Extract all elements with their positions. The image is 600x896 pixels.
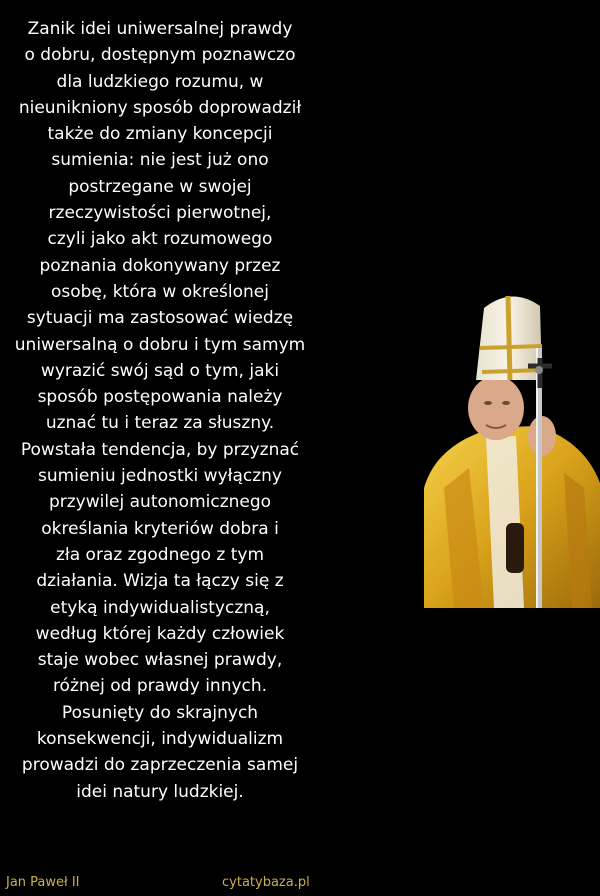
quote-line: przywilej autonomicznego: [48, 492, 272, 513]
quote-line: postrzegane w swojej: [68, 176, 252, 197]
site-name: cytatybaza.pl: [222, 875, 310, 890]
quote-line: określania kryteriów dobra i: [41, 518, 279, 539]
quote-line: etyką indywidualistyczną,: [50, 597, 270, 618]
quote-line: także do zmiany koncepcji: [47, 124, 273, 145]
quote-line: zła oraz zgodnego z tym: [55, 544, 265, 565]
quote-line: według której każdy człowiek: [35, 623, 285, 644]
quote-line: uznać tu i teraz za słuszny.: [45, 413, 275, 434]
quote-line: wyrazić swój sąd o tym, jaki: [40, 360, 280, 381]
quote-line: sytuacji ma zastosować wiedzę: [26, 308, 294, 329]
quote-line: Powstała tendencja, by przyznać: [20, 439, 300, 460]
quote-line: sumieniu jednostki wyłączny: [37, 466, 282, 487]
quote-line: rzeczywistości pierwotnej,: [48, 203, 272, 224]
quote-line: staje wobec własnej prawdy,: [37, 650, 283, 671]
quote-text: [0, 16, 320, 805]
quote-line: idei natury ludzkiej.: [76, 781, 244, 802]
quote-line: konsekwencji, indywidualizm: [36, 729, 284, 750]
quote-line: sumienia: nie jest już ono: [51, 150, 269, 171]
author-name: Jan Paweł II: [6, 875, 80, 890]
quote-line: nieunikniony sposób doprowadził: [18, 97, 302, 118]
quote-line: prowadzi do zaprzeczenia samej: [21, 755, 299, 776]
quote-line: sposób postępowania należy: [37, 387, 283, 408]
quote-line: czyli jako akt rozumowego: [47, 229, 273, 250]
quote-line: poznania dokonywany przez: [39, 255, 281, 276]
quote-line: dla ludzkiego rozumu, w: [56, 71, 264, 92]
quote-line: osobę, która w określonej: [50, 281, 269, 302]
quote-line: działania. Wizja ta łączy się z: [36, 571, 284, 592]
quote-line: Posunięty do skrajnych: [61, 702, 259, 723]
pope-portrait-icon: [424, 288, 600, 608]
quote-line: różnej od prawdy innych.: [52, 676, 268, 697]
quote-line: uniwersalną o dobru i tym samym: [14, 334, 306, 355]
quote-line: o dobru, dostępnym poznawczo: [24, 45, 296, 66]
quote-line: Zanik idei uniwersalnej prawdy: [27, 19, 293, 39]
